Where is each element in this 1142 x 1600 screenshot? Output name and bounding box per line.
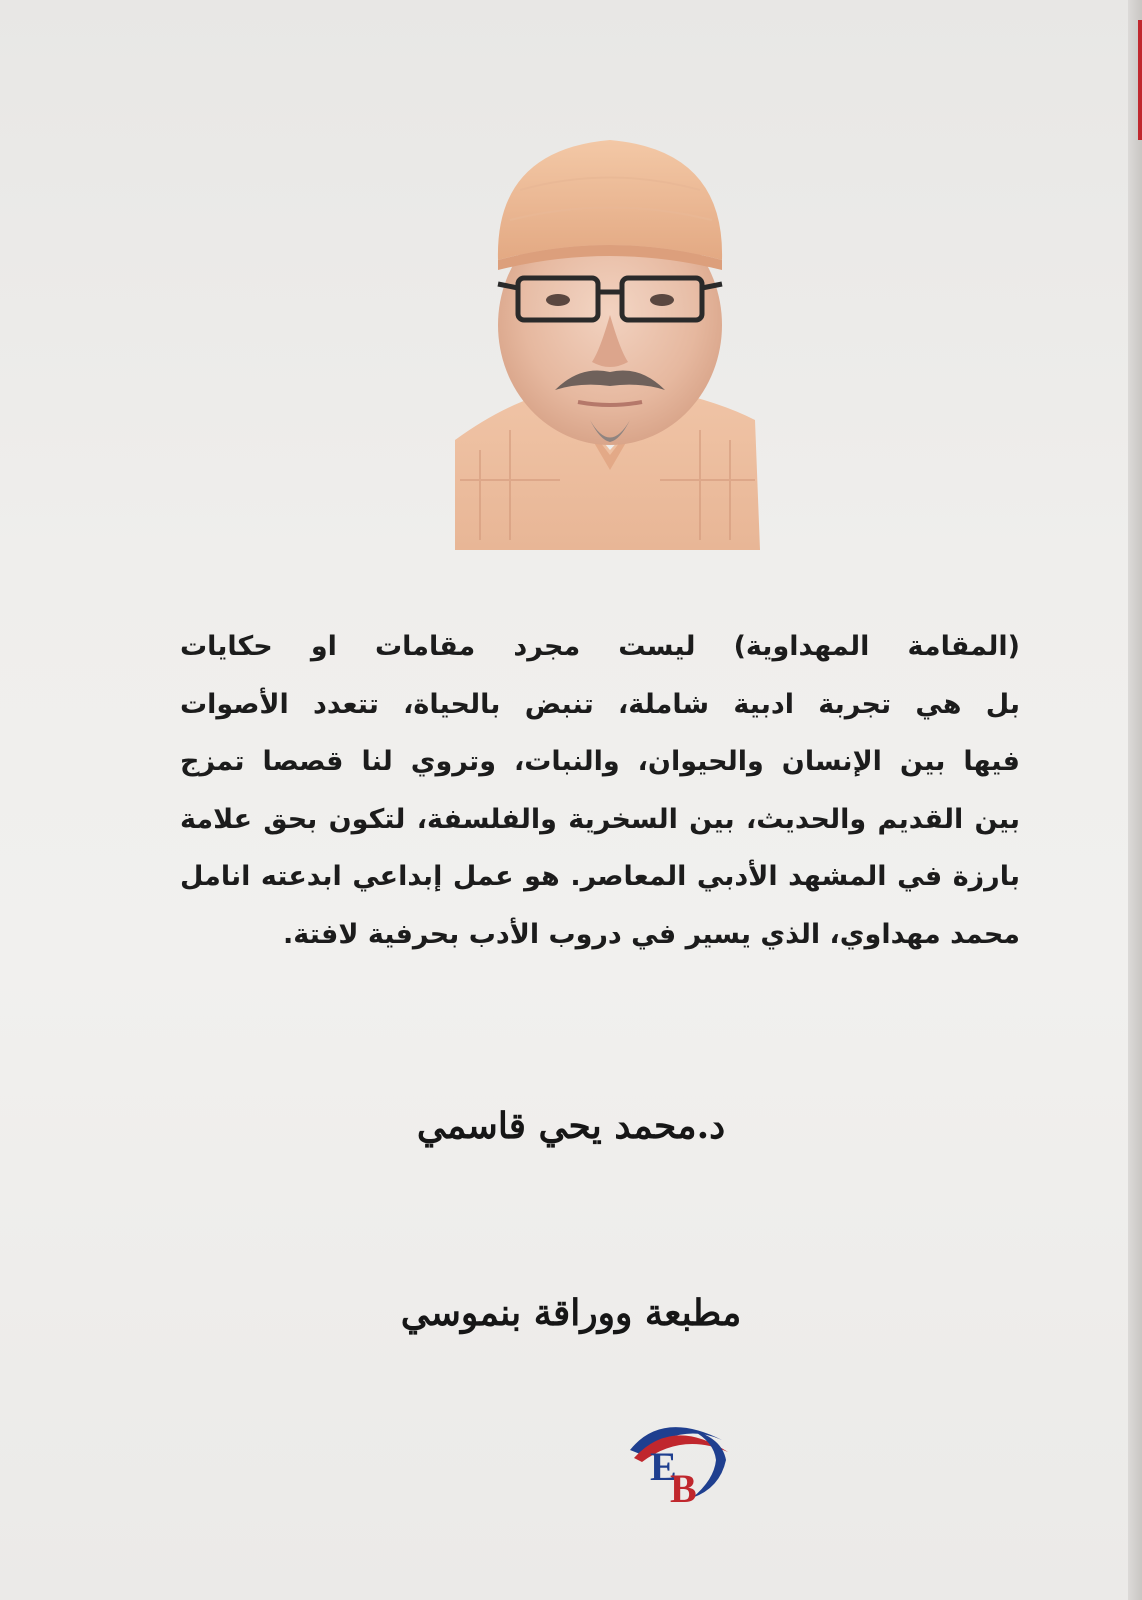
blurb-line: (المقامة المهداوية) ليست مجرد مقامات او حكايات (180, 631, 1020, 662)
svg-text:E: E (650, 1444, 677, 1489)
blurb-paragraph (180, 618, 1020, 963)
blurb-line: بل هي تجربة ادبية شاملة، تنبض بالحياة، تتعدد الأصوات (180, 688, 1020, 720)
blurb-line: بارزة في المشهد الأدبي المعاصر. هو عمل إبداعي ابدعته انامل (180, 861, 1020, 892)
publisher-name: مطبعة ووراقة بنموسي (400, 1292, 742, 1334)
cover-edge (1128, 0, 1142, 1600)
publisher-logo-icon (622, 1410, 732, 1510)
author-portrait (450, 110, 770, 550)
blurb-line: فيها بين الإنسان والحيوان، والنبات، وتروي لنا قصصا تمزج (180, 746, 1020, 777)
cover-edge-red-strip (1138, 20, 1142, 140)
blurb-line: محمد مهداوي، الذي يسير في دروب الأدب بحرفية لافتة. (283, 918, 1020, 950)
author-signature: د.محمد يحي قاسمي (416, 1105, 726, 1147)
blurb-line: بين القديم والحديث، بين السخرية والفلسفة، لتكون بحق علامة (180, 803, 1020, 835)
svg-text:B: B (670, 1466, 697, 1510)
